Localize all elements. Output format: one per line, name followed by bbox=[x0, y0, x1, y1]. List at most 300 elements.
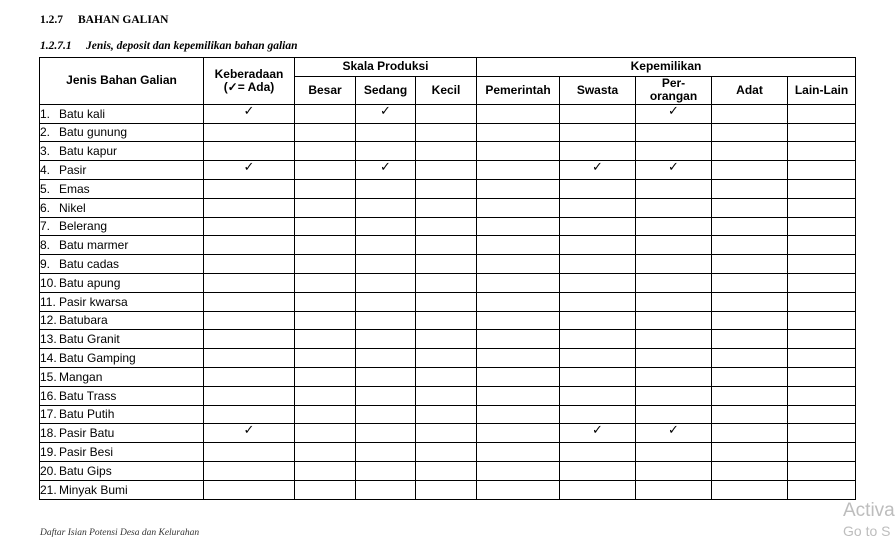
row-label bbox=[40, 142, 204, 161]
row-name: Belerang bbox=[59, 219, 108, 234]
watermark-line1: Activa bbox=[843, 500, 895, 521]
cell-kecil bbox=[416, 255, 477, 274]
cell-ada bbox=[204, 142, 295, 161]
row-number: 11. bbox=[40, 294, 56, 309]
cell-perorangan bbox=[636, 349, 712, 368]
cell-perorangan bbox=[636, 405, 712, 424]
cell-pemerintah bbox=[477, 330, 560, 349]
cell-sedang bbox=[356, 104, 416, 123]
cell-perorangan bbox=[636, 255, 712, 274]
cell-perorangan bbox=[636, 217, 712, 236]
cell-adat bbox=[712, 273, 788, 292]
cell-swasta bbox=[560, 179, 636, 198]
table-row bbox=[40, 367, 856, 386]
cell-lain bbox=[788, 386, 856, 405]
cell-lain bbox=[788, 179, 856, 198]
cell-adat bbox=[712, 424, 788, 443]
cell-ada bbox=[204, 179, 295, 198]
row-label bbox=[40, 367, 204, 386]
cell-lain bbox=[788, 198, 856, 217]
cell-swasta bbox=[560, 443, 636, 462]
row-label bbox=[40, 311, 204, 330]
cell-sedang bbox=[356, 480, 416, 499]
cell-ada bbox=[204, 198, 295, 217]
cell-perorangan bbox=[636, 104, 712, 123]
cell-kecil bbox=[416, 386, 477, 405]
row-number: 12. bbox=[40, 313, 57, 328]
cell-sedang bbox=[356, 292, 416, 311]
cell-besar bbox=[295, 273, 356, 292]
cell-ada bbox=[204, 273, 295, 292]
cell-besar bbox=[295, 161, 356, 180]
cell-sedang bbox=[356, 142, 416, 161]
row-label bbox=[40, 443, 204, 462]
table-row bbox=[40, 179, 856, 198]
cell-kecil bbox=[416, 480, 477, 499]
row-label bbox=[40, 104, 204, 123]
cell-kecil bbox=[416, 142, 477, 161]
cell-swasta bbox=[560, 386, 636, 405]
cell-perorangan bbox=[636, 123, 712, 142]
table-row bbox=[40, 236, 856, 255]
cell-sedang bbox=[356, 461, 416, 480]
header-lain-lain: Lain-Lain bbox=[788, 76, 856, 104]
cell-adat bbox=[712, 311, 788, 330]
cell-kecil bbox=[416, 161, 477, 180]
cell-swasta bbox=[560, 123, 636, 142]
checkmark-icon: ✓ bbox=[668, 159, 679, 175]
cell-pemerintah bbox=[477, 480, 560, 499]
cell-lain bbox=[788, 349, 856, 368]
header-keberadaan-line2: (✓= Ada) bbox=[223, 79, 275, 94]
cell-sedang bbox=[356, 367, 416, 386]
cell-lain bbox=[788, 217, 856, 236]
header-pemerintah: Pemerintah bbox=[477, 76, 560, 104]
row-name: Batu Gamping bbox=[59, 351, 136, 366]
cell-besar bbox=[295, 349, 356, 368]
cell-pemerintah bbox=[477, 311, 560, 330]
cell-perorangan bbox=[636, 198, 712, 217]
cell-besar bbox=[295, 179, 356, 198]
row-number: 16. bbox=[40, 388, 57, 403]
cell-adat bbox=[712, 142, 788, 161]
cell-adat bbox=[712, 405, 788, 424]
table-row bbox=[40, 424, 856, 443]
cell-swasta bbox=[560, 198, 636, 217]
cell-kecil bbox=[416, 292, 477, 311]
cell-adat bbox=[712, 179, 788, 198]
section-title: BAHAN GALIAN bbox=[78, 14, 169, 26]
cell-pemerintah bbox=[477, 179, 560, 198]
row-number: 20. bbox=[40, 463, 57, 478]
cell-kecil bbox=[416, 217, 477, 236]
row-number: 10. bbox=[40, 275, 57, 290]
table-row bbox=[40, 217, 856, 236]
cell-kecil bbox=[416, 311, 477, 330]
cell-swasta bbox=[560, 292, 636, 311]
cell-ada bbox=[204, 349, 295, 368]
cell-kecil bbox=[416, 123, 477, 142]
cell-besar bbox=[295, 142, 356, 161]
row-label bbox=[40, 461, 204, 480]
cell-adat bbox=[712, 480, 788, 499]
cell-besar bbox=[295, 123, 356, 142]
table-row bbox=[40, 443, 856, 462]
cell-besar bbox=[295, 386, 356, 405]
row-label bbox=[40, 330, 204, 349]
cell-kecil bbox=[416, 179, 477, 198]
cell-adat bbox=[712, 161, 788, 180]
row-label bbox=[40, 236, 204, 255]
cell-ada bbox=[204, 330, 295, 349]
cell-lain bbox=[788, 142, 856, 161]
table-row bbox=[40, 405, 856, 424]
cell-ada bbox=[204, 311, 295, 330]
cell-sedang bbox=[356, 311, 416, 330]
header-perorangan bbox=[636, 76, 712, 104]
row-label bbox=[40, 349, 204, 368]
cell-ada bbox=[204, 443, 295, 462]
cell-adat bbox=[712, 367, 788, 386]
cell-perorangan bbox=[636, 461, 712, 480]
row-name: Batu marmer bbox=[59, 238, 129, 253]
cell-besar bbox=[295, 217, 356, 236]
table-row bbox=[40, 161, 856, 180]
header-skala-produksi: Skala Produksi bbox=[295, 58, 477, 77]
table-row bbox=[40, 480, 856, 499]
cell-adat bbox=[712, 123, 788, 142]
cell-swasta bbox=[560, 217, 636, 236]
row-number: 1. bbox=[40, 106, 51, 121]
cell-sedang bbox=[356, 386, 416, 405]
cell-besar bbox=[295, 424, 356, 443]
cell-swasta bbox=[560, 161, 636, 180]
row-name: Emas bbox=[59, 181, 90, 196]
row-number: 8. bbox=[40, 238, 51, 253]
cell-adat bbox=[712, 349, 788, 368]
cell-sedang bbox=[356, 179, 416, 198]
row-name: Batu Trass bbox=[59, 388, 117, 403]
row-name: Pasir Batu bbox=[59, 426, 115, 441]
row-name: Batubara bbox=[59, 313, 108, 328]
row-name: Batu apung bbox=[59, 275, 121, 290]
cell-lain bbox=[788, 123, 856, 142]
row-name: Batu kali bbox=[59, 106, 106, 121]
cell-kecil bbox=[416, 349, 477, 368]
cell-ada bbox=[204, 480, 295, 499]
row-name: Pasir bbox=[59, 163, 87, 178]
subsection-heading bbox=[40, 40, 298, 52]
subsection-number: 1.2.7.1 bbox=[40, 40, 72, 52]
cell-ada bbox=[204, 255, 295, 274]
checkmark-icon: ✓ bbox=[668, 102, 679, 118]
page-footer: Daftar Isian Potensi Desa dan Kelurahan bbox=[40, 528, 200, 538]
row-label bbox=[40, 405, 204, 424]
cell-perorangan bbox=[636, 330, 712, 349]
checkmark-icon: ✓ bbox=[243, 102, 255, 118]
row-number: 9. bbox=[40, 257, 51, 272]
section-heading bbox=[40, 14, 168, 26]
row-name: Batu gunung bbox=[59, 125, 128, 140]
cell-pemerintah bbox=[477, 198, 560, 217]
cell-perorangan bbox=[636, 386, 712, 405]
cell-adat bbox=[712, 330, 788, 349]
header-perorangan-line1: Per- bbox=[661, 76, 686, 91]
cell-lain bbox=[788, 330, 856, 349]
cell-perorangan bbox=[636, 142, 712, 161]
cell-ada bbox=[204, 386, 295, 405]
row-label bbox=[40, 292, 204, 311]
cell-swasta bbox=[560, 461, 636, 480]
cell-swasta bbox=[560, 330, 636, 349]
cell-perorangan bbox=[636, 311, 712, 330]
cell-besar bbox=[295, 198, 356, 217]
table-row bbox=[40, 330, 856, 349]
cell-lain bbox=[788, 424, 856, 443]
header-kecil: Kecil bbox=[416, 76, 477, 104]
cell-pemerintah bbox=[477, 367, 560, 386]
header-keberadaan bbox=[204, 58, 295, 105]
cell-lain bbox=[788, 405, 856, 424]
table-row bbox=[40, 104, 856, 123]
cell-lain bbox=[788, 104, 856, 123]
cell-lain bbox=[788, 311, 856, 330]
cell-pemerintah bbox=[477, 273, 560, 292]
checkmark-icon: ✓ bbox=[243, 159, 255, 175]
cell-lain bbox=[788, 367, 856, 386]
checkmark-icon: ✓ bbox=[380, 102, 391, 118]
cell-pemerintah bbox=[477, 386, 560, 405]
cell-swasta bbox=[560, 349, 636, 368]
cell-ada bbox=[204, 104, 295, 123]
cell-sedang bbox=[356, 123, 416, 142]
cell-perorangan bbox=[636, 273, 712, 292]
cell-swasta bbox=[560, 273, 636, 292]
cell-swasta bbox=[560, 236, 636, 255]
row-name: Pasir Besi bbox=[59, 445, 114, 460]
table-row bbox=[40, 273, 856, 292]
cell-adat bbox=[712, 255, 788, 274]
table-row bbox=[40, 123, 856, 142]
row-name: Minyak Bumi bbox=[59, 482, 128, 497]
table-row bbox=[40, 198, 856, 217]
cell-pemerintah bbox=[477, 405, 560, 424]
cell-sedang bbox=[356, 443, 416, 462]
cell-lain bbox=[788, 273, 856, 292]
cell-perorangan bbox=[636, 443, 712, 462]
cell-pemerintah bbox=[477, 161, 560, 180]
cell-lain bbox=[788, 255, 856, 274]
cell-ada bbox=[204, 461, 295, 480]
row-name: Batu kapur bbox=[59, 144, 118, 159]
cell-sedang bbox=[356, 198, 416, 217]
cell-lain bbox=[788, 480, 856, 499]
cell-pemerintah bbox=[477, 217, 560, 236]
row-label bbox=[40, 198, 204, 217]
cell-ada bbox=[204, 123, 295, 142]
cell-pemerintah bbox=[477, 443, 560, 462]
table-row bbox=[40, 292, 856, 311]
cell-pemerintah bbox=[477, 461, 560, 480]
cell-ada bbox=[204, 367, 295, 386]
cell-kecil bbox=[416, 405, 477, 424]
cell-perorangan bbox=[636, 292, 712, 311]
cell-sedang bbox=[356, 330, 416, 349]
row-label bbox=[40, 386, 204, 405]
cell-adat bbox=[712, 461, 788, 480]
row-number: 21. bbox=[40, 482, 57, 497]
activation-watermark bbox=[843, 500, 895, 540]
row-label bbox=[40, 179, 204, 198]
header-kepemilikan: Kepemilikan bbox=[477, 58, 856, 77]
cell-besar bbox=[295, 292, 356, 311]
cell-adat bbox=[712, 386, 788, 405]
cell-ada bbox=[204, 292, 295, 311]
row-number: 15. bbox=[40, 369, 57, 384]
cell-perorangan bbox=[636, 179, 712, 198]
checkmark-icon: ✓ bbox=[668, 422, 679, 438]
table-row bbox=[40, 142, 856, 161]
cell-besar bbox=[295, 311, 356, 330]
cell-ada bbox=[204, 405, 295, 424]
table-row bbox=[40, 311, 856, 330]
cell-ada bbox=[204, 236, 295, 255]
cell-besar bbox=[295, 367, 356, 386]
cell-besar bbox=[295, 480, 356, 499]
table-row bbox=[40, 255, 856, 274]
cell-lain bbox=[788, 236, 856, 255]
cell-perorangan bbox=[636, 236, 712, 255]
cell-swasta bbox=[560, 142, 636, 161]
cell-sedang bbox=[356, 349, 416, 368]
row-name: Batu Granit bbox=[59, 332, 120, 347]
cell-lain bbox=[788, 443, 856, 462]
cell-perorangan bbox=[636, 161, 712, 180]
row-number: 7. bbox=[40, 219, 51, 234]
table-body bbox=[40, 104, 856, 499]
cell-swasta bbox=[560, 255, 636, 274]
bahan-galian-table bbox=[39, 57, 856, 500]
table-row bbox=[40, 461, 856, 480]
cell-sedang bbox=[356, 161, 416, 180]
row-label bbox=[40, 480, 204, 499]
cell-kecil bbox=[416, 273, 477, 292]
cell-kecil bbox=[416, 443, 477, 462]
cell-sedang bbox=[356, 273, 416, 292]
cell-kecil bbox=[416, 198, 477, 217]
cell-adat bbox=[712, 292, 788, 311]
cell-sedang bbox=[356, 405, 416, 424]
cell-pemerintah bbox=[477, 292, 560, 311]
cell-pemerintah bbox=[477, 349, 560, 368]
row-number: 5. bbox=[40, 181, 51, 196]
row-number: 6. bbox=[40, 200, 51, 215]
cell-adat bbox=[712, 236, 788, 255]
row-label bbox=[40, 123, 204, 142]
section-number: 1.2.7 bbox=[40, 14, 63, 26]
cell-kecil bbox=[416, 236, 477, 255]
cell-kecil bbox=[416, 367, 477, 386]
header-besar: Besar bbox=[295, 76, 356, 104]
cell-lain bbox=[788, 461, 856, 480]
row-number: 3. bbox=[40, 144, 51, 159]
cell-adat bbox=[712, 104, 788, 123]
row-number: 2. bbox=[40, 125, 51, 140]
cell-perorangan bbox=[636, 424, 712, 443]
cell-ada bbox=[204, 424, 295, 443]
cell-kecil bbox=[416, 424, 477, 443]
cell-ada bbox=[204, 161, 295, 180]
subsection-title: Jenis, deposit dan kepemilikan bahan galian bbox=[86, 40, 298, 52]
watermark-line2: Go to S bbox=[843, 523, 891, 539]
cell-pemerintah bbox=[477, 236, 560, 255]
row-label bbox=[40, 217, 204, 236]
cell-perorangan bbox=[636, 367, 712, 386]
cell-pemerintah bbox=[477, 424, 560, 443]
cell-pemerintah bbox=[477, 104, 560, 123]
cell-besar bbox=[295, 236, 356, 255]
row-label bbox=[40, 273, 204, 292]
cell-swasta bbox=[560, 104, 636, 123]
row-name: Pasir kwarsa bbox=[59, 294, 128, 309]
row-name: Mangan bbox=[59, 369, 103, 384]
cell-adat bbox=[712, 443, 788, 462]
header-perorangan-line2: orangan bbox=[649, 89, 698, 104]
cell-adat bbox=[712, 217, 788, 236]
header-adat: Adat bbox=[712, 76, 788, 104]
cell-kecil bbox=[416, 330, 477, 349]
checkmark-icon: ✓ bbox=[380, 159, 391, 175]
table-row bbox=[40, 349, 856, 368]
cell-swasta bbox=[560, 424, 636, 443]
cell-besar bbox=[295, 104, 356, 123]
cell-pemerintah bbox=[477, 123, 560, 142]
checkmark-icon: ✓ bbox=[592, 159, 603, 175]
cell-swasta bbox=[560, 367, 636, 386]
cell-sedang bbox=[356, 236, 416, 255]
cell-ada bbox=[204, 217, 295, 236]
cell-pemerintah bbox=[477, 142, 560, 161]
row-name: Batu Putih bbox=[59, 407, 115, 422]
row-number: 19. bbox=[40, 445, 57, 460]
row-number: 18. bbox=[40, 426, 57, 441]
cell-lain bbox=[788, 292, 856, 311]
row-number: 4. bbox=[40, 163, 51, 178]
cell-sedang bbox=[356, 424, 416, 443]
row-number: 14. bbox=[40, 351, 57, 366]
checkmark-icon: ✓ bbox=[243, 422, 255, 438]
cell-sedang bbox=[356, 217, 416, 236]
row-name: Batu Gips bbox=[59, 463, 112, 478]
row-name: Batu cadas bbox=[59, 257, 120, 272]
cell-kecil bbox=[416, 461, 477, 480]
cell-perorangan bbox=[636, 480, 712, 499]
header-keberadaan-line1: Keberadaan bbox=[214, 66, 284, 81]
cell-kecil bbox=[416, 104, 477, 123]
table-row bbox=[40, 386, 856, 405]
header-swasta: Swasta bbox=[560, 76, 636, 104]
cell-besar bbox=[295, 443, 356, 462]
cell-lain bbox=[788, 161, 856, 180]
cell-swasta bbox=[560, 311, 636, 330]
cell-swasta bbox=[560, 405, 636, 424]
row-number: 17. bbox=[40, 407, 57, 422]
cell-swasta bbox=[560, 480, 636, 499]
header-sedang: Sedang bbox=[356, 76, 416, 104]
row-label bbox=[40, 424, 204, 443]
cell-besar bbox=[295, 255, 356, 274]
row-name: Nikel bbox=[59, 200, 86, 215]
